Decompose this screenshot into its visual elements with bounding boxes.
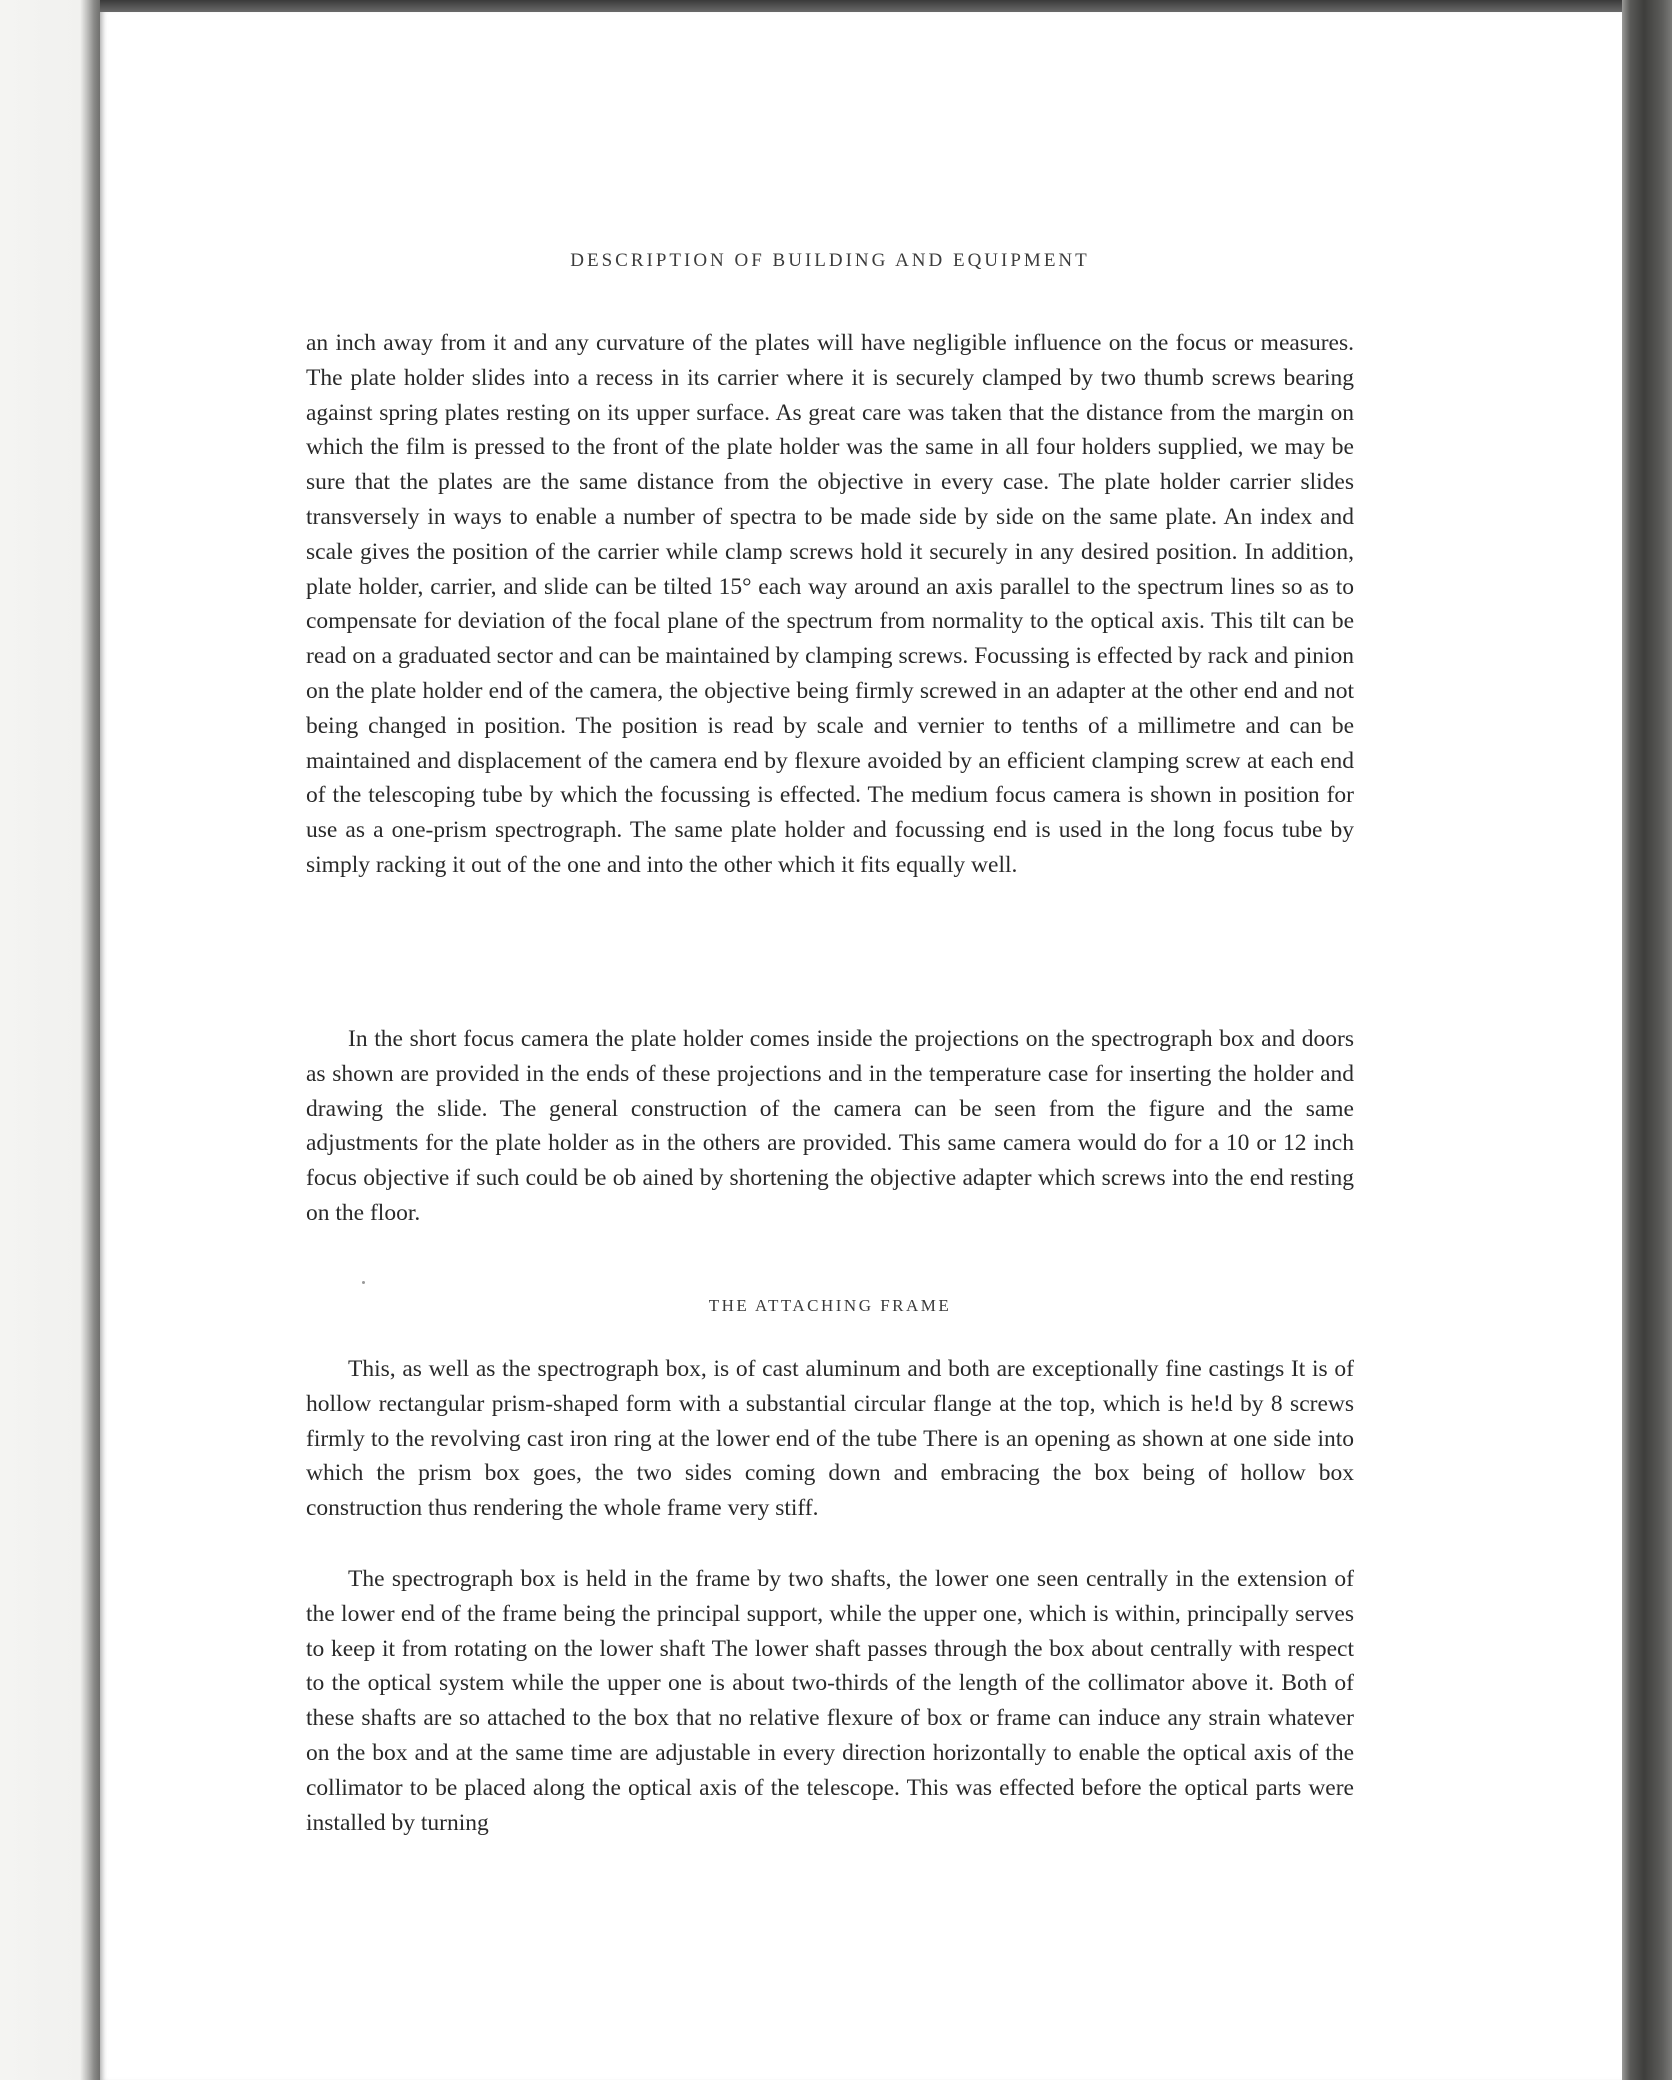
paragraph-attaching-frame: This, as well as the spectrograph box, is of cast aluminum and both are exceptionally fine castings It is of hollow rectangular prism-shaped form with a substantial circular flange at the top, which is he!d by 8 screws firmly to the revolving cast iron ring at the lower end of the tube There is an opening as shown at one side into which the prism box goes, the two sides coming down and embracing the box being of hollow box construction thus rendering the whole frame very stiff. bbox=[306, 1356, 1354, 1522]
paragraph-continued: an inch away from it and any curvature of the plates will have negligible influence on the focus or measures. The plate holder slides into a recess in its carrier where it is securely clamped by two thumb screws bearing against spring plates resting on its upper surface. As great care was taken that the distance from the margin on which the film is pressed to the front of the plate holder was the same in all four holders supplied, we may be sure that the plates are the same distance from the objective in every case. The plate holder carrier slides transversely in ways to enable a number of spectra to be made side by side on the same plate. An index and scale gives the position of the carrier while clamp screws hold it securely in any desired position. In addition, plate holder, carrier, and slide can be tilted 15° each way around an axis parallel to the spectrum lines so as to compensate for deviation of the focal plane of the spectrum from normality to the optical axis. This tilt can be read on a graduated sector and can be maintained by clamping screws. Focussing is effected by rack and pinion on the plate holder end of the camera, the objective being firmly screwed in an adapter at the other end and not being changed in position. The position is read by scale and vernier to tenths of a millimetre and can be maintained and displacement of the camera end by flexure avoided by an efficient clamping screw at each end of the telescoping tube by which the focussing is effected. The medium focus camera is shown in position for use as a one-prism spectrograph. The same plate holder and focussing end is used in the long focus tube by simply racking it out of the one and into the other which it fits equally well. bbox=[306, 330, 1354, 878]
paragraph-short-focus-camera: In the short focus camera the plate holder comes inside the projections on the spectrograph box and doors as shown are provided in the ends of these projections and in the temperature case for inserting the holder and drawing the slide. The general construction of the camera can be seen from the figure and the same adjustments for the plate holder as in the others are provided. This same camera would do for a 10 or 12 inch focus objective if such could be ob ained by shortening the objective adapter which screws into the end resting on the floor. bbox=[306, 1026, 1354, 1226]
page-binding-edge bbox=[0, 0, 100, 2080]
scan-border-right bbox=[1622, 0, 1672, 2080]
running-head: DESCRIPTION OF BUILDING AND EQUIPMENT bbox=[570, 250, 1090, 271]
scan-speck bbox=[362, 1281, 365, 1284]
scan-border-top bbox=[0, 0, 1672, 12]
section-title: THE ATTACHING FRAME bbox=[708, 1296, 952, 1315]
paragraph-shafts: The spectrograph box is held in the frame by two shafts, the lower one seen centrally in the extension of the lower end of the frame being the principal support, while the upper one, which is within, principally serves to keep it from rotating on the lower shaft The lower shaft passes through the box about centrally with respect to the optical system while the upper one is about two-thirds of the length of the collimator above it. Both of these shafts are so attached to the box that no relative flexure of box or frame can induce any strain whatever on the box and at the same time are adjustable in every direction horizontally to enable the optical axis of the collimator to be placed along the optical axis of the telescope. This was effected before the optical parts were installed by turning bbox=[306, 1566, 1354, 1836]
